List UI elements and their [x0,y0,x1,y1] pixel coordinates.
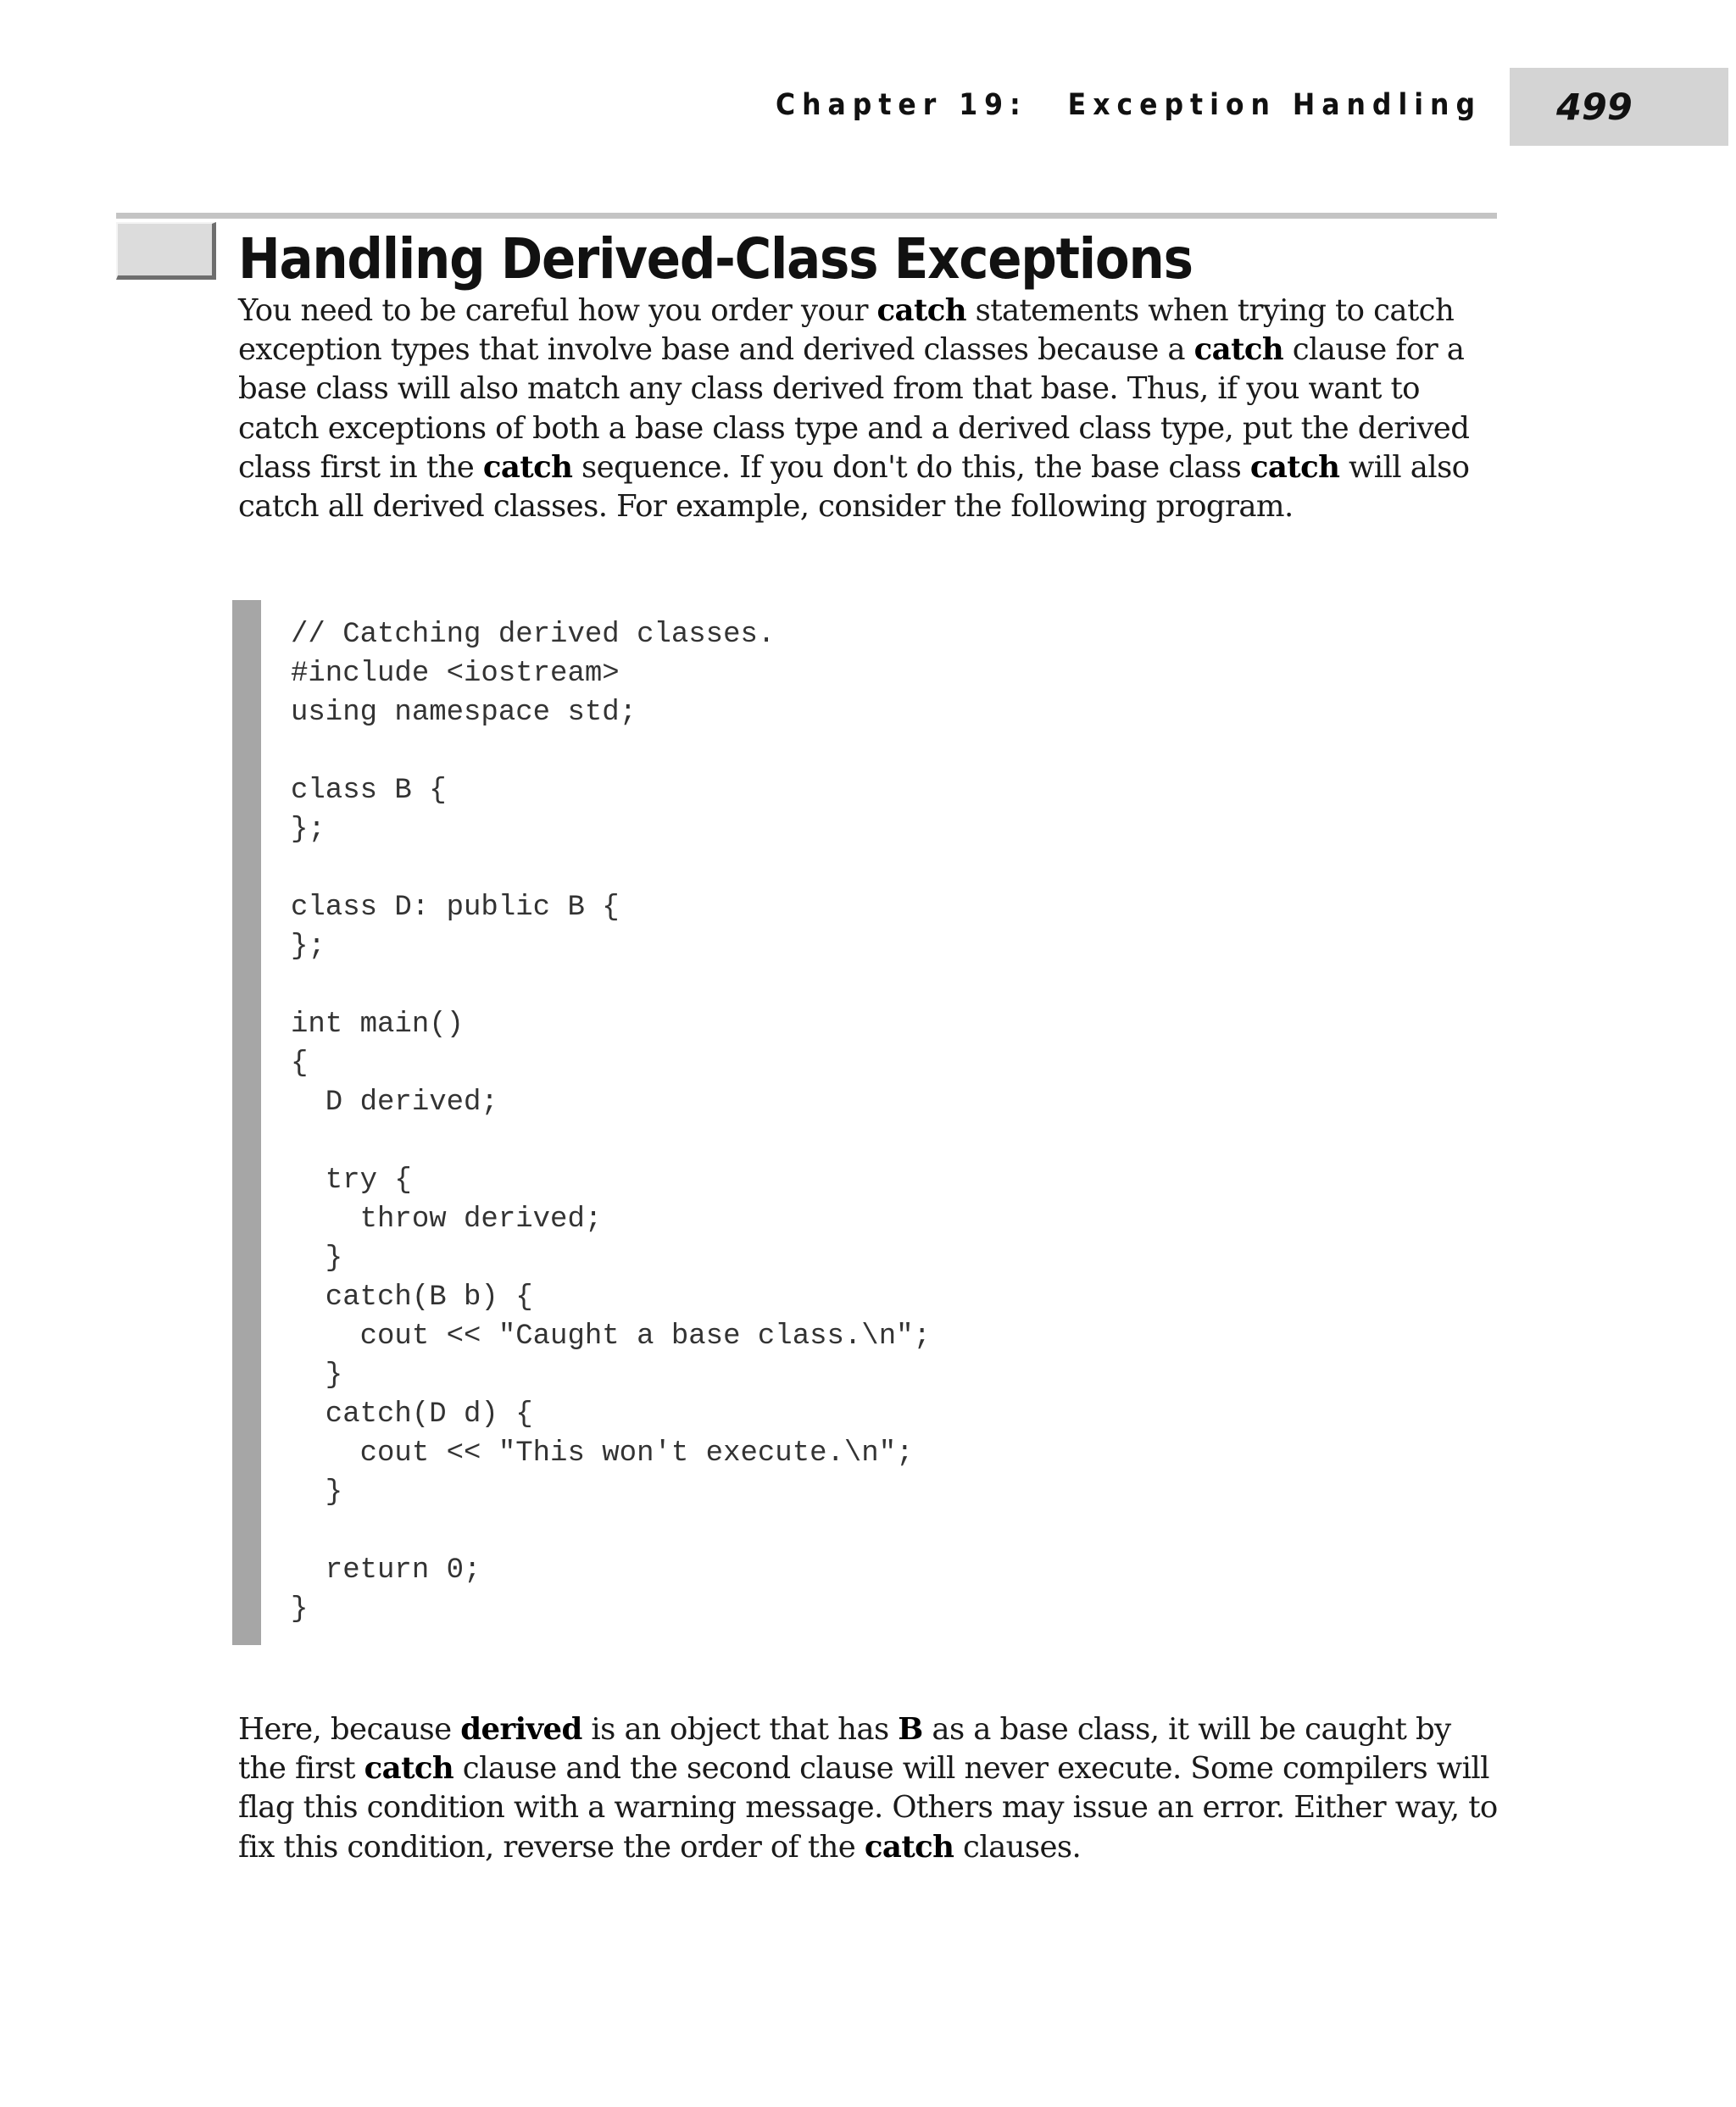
bold-term: B [898,1712,923,1747]
text-run: You need to be careful how you order your [238,293,877,328]
text-run: is an object that has [581,1712,899,1747]
bold-term: catch [1249,449,1340,485]
bold-term: derived [460,1712,582,1747]
text-run: clause for a base class will also match any class derived from that base. Thus, if you want to catch exceptions of both a base class type and a derived class type, put the derived class first in the [238,332,1470,485]
chapter-title: Exception Handling [1067,88,1482,122]
section-marker-box [116,222,216,280]
chapter-label: Chapter 19: [776,88,1027,122]
conclusion-paragraph [238,1710,1501,1867]
section-rule [116,213,1497,219]
code-listing: // Catching derived classes. #include <iostream> using namespace std; class B { }; class D: public B { }; int main() { D derived; try { throw derived; } catch(B b) { cout << "Caught a base class.\n"; } catch(D d) { cout << "This won't execute.\n"; } return 0; } [291,619,931,1626]
text-run: sequence. If you don't do this, the base class [572,449,1250,485]
bold-term: catch [482,449,573,485]
text-run: clause and the second clause will never execute. Some compilers will flag this condition with a warning message. Others may issue an error. Either way, to fix this condition, reverse the order of the [238,1751,1498,1865]
text-run: will also catch all derived classes. For example, consider the following program. [238,449,1470,525]
text-run: clauses. [954,1829,1082,1865]
text-run: as a base class, it will be caught by the first [238,1712,1451,1787]
section-title: Handling Derived-Class Exceptions [238,226,1193,292]
intro-paragraph [238,292,1501,526]
bold-term: catch [1194,332,1284,368]
text-run: Here, because [238,1712,461,1747]
bold-term: catch [864,1829,954,1865]
code-sidebar-bar [232,600,261,1645]
bold-term: catch [876,293,966,328]
bold-term: catch [364,1751,454,1787]
running-head [776,88,1482,122]
page-number: 499 [1556,86,1633,129]
text-run: statements when trying to catch exception types that involve base and derived classes because a [238,293,1455,368]
